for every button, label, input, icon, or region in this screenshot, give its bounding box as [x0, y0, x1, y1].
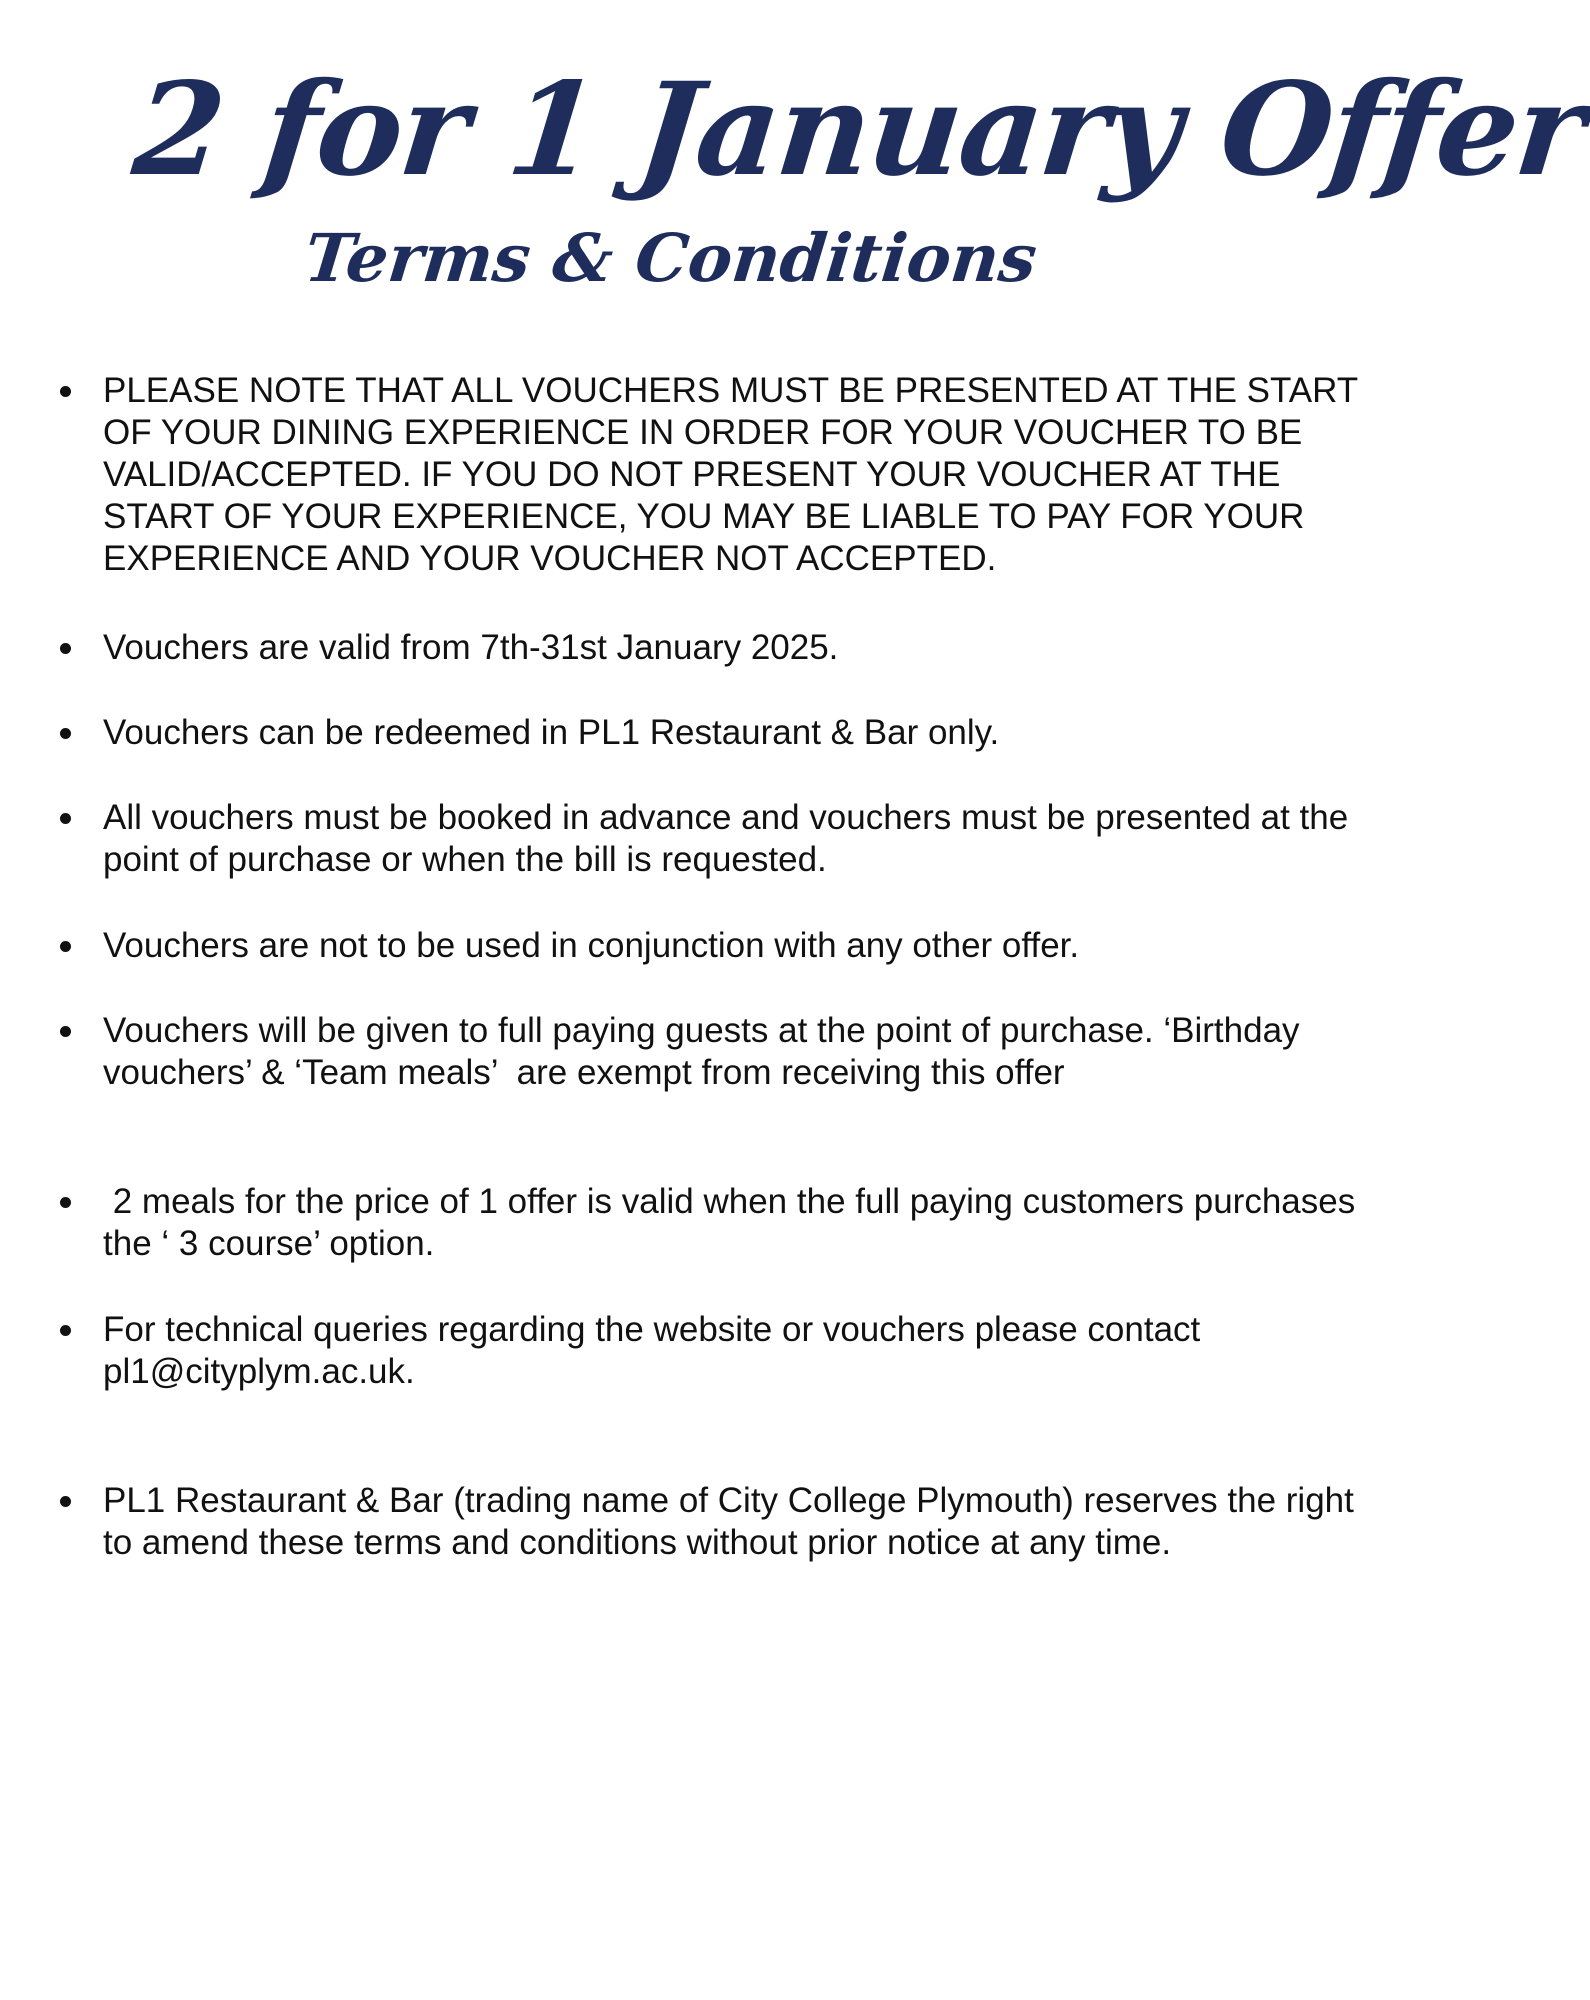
- term-text: PLEASE NOTE THAT ALL VOUCHERS MUST BE PRESENTED AT THE START OF YOUR DINING EXPERIENCE IN ORDER FOR YOUR VOUCHER TO BE VALID/ACCEPTED. IF YOU DO NOT PRESENT YOUR VOUCHER AT THE START OF YOUR EXPERIENCE, YOU MAY BE LIABLE TO PAY FOR YOUR EXPERIENCE AND YOUR VOUCHER NOT ACCEPTED.: [103, 371, 1368, 578]
- term-item-no-conjunction: [60, 925, 1370, 967]
- term-item-voucher-presentation: [60, 370, 1370, 580]
- bullet-icon: [60, 386, 71, 397]
- bullet-icon: [60, 643, 71, 654]
- bullet-icon: [60, 941, 71, 952]
- bullet-icon: [60, 728, 71, 739]
- offer-title: 2 for 1 January Offer: [127, 55, 1590, 205]
- term-item-redemption-location: [60, 712, 1370, 754]
- bullet-icon: [60, 813, 71, 824]
- bullet-icon: [60, 1325, 71, 1336]
- term-item-contact: [60, 1309, 1370, 1393]
- term-item-eligibility: [60, 1010, 1370, 1094]
- term-item-booking: [60, 797, 1370, 881]
- term-text: PL1 Restaurant & Bar (trading name of City College Plymouth) reserves the right to amend these terms and conditions without prior notice at any time.: [103, 1481, 1364, 1562]
- term-text: Vouchers will be given to full paying guests at the point of purchase. ‘Birthday vouchers’ & ‘Team meals’ are exempt from receiving this offer: [103, 1011, 1310, 1092]
- term-text: 2 meals for the price of 1 offer is valid when the full paying customers purchases the ‘ 3 course’ option.: [103, 1182, 1365, 1263]
- term-item-amendment: [60, 1480, 1370, 1564]
- term-text: All vouchers must be booked in advance and vouchers must be presented at the point of purchase or when the bill is requested.: [103, 798, 1358, 879]
- term-item-three-course: [60, 1181, 1370, 1265]
- term-item-valid-dates: [60, 627, 1370, 669]
- term-text: For technical queries regarding the website or vouchers please contact pl1@cityplym.ac.uk.: [103, 1310, 1211, 1391]
- bullet-icon: [60, 1496, 71, 1507]
- bullet-icon: [60, 1197, 71, 1208]
- term-text: Vouchers are valid from 7th-31st January 2025.: [103, 628, 839, 667]
- terms-subtitle: Terms & Conditions: [300, 219, 1041, 297]
- term-text: Vouchers can be redeemed in PL1 Restaurant & Bar only.: [103, 713, 1000, 752]
- bullet-icon: [60, 1026, 71, 1037]
- term-text: Vouchers are not to be used in conjunction with any other offer.: [103, 926, 1080, 965]
